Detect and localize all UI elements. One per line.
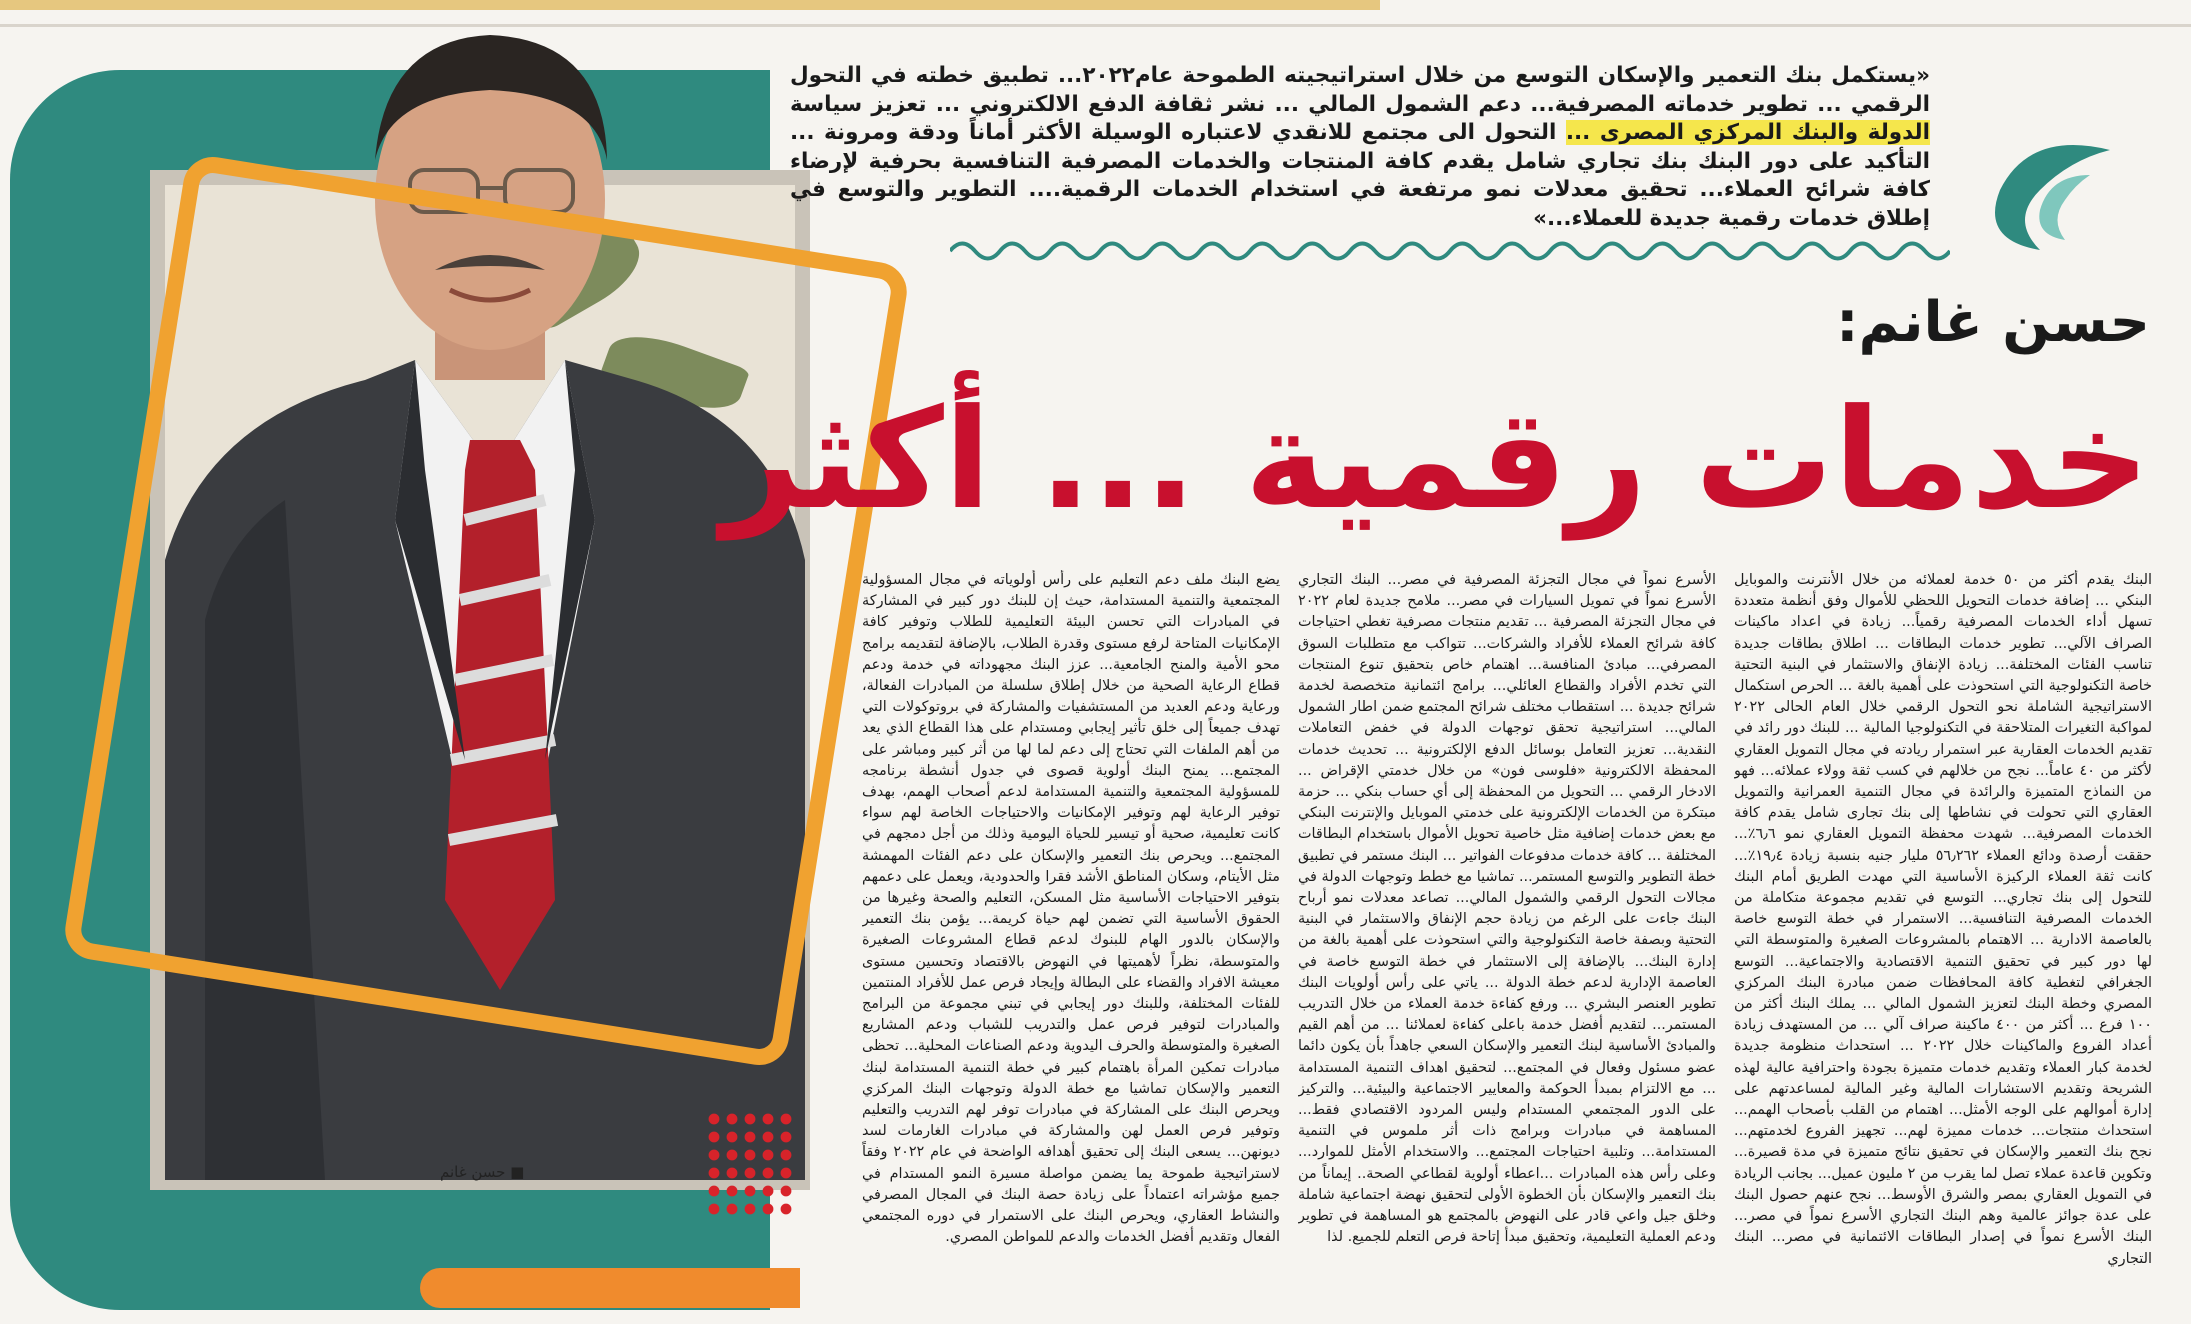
swirl-logo-icon bbox=[1970, 130, 2120, 260]
red-dots-pattern bbox=[705, 1110, 795, 1220]
body-column-middle bbox=[1298, 570, 1716, 1315]
intro-paragraph bbox=[790, 62, 1930, 233]
photo-caption: ■ حسن غانم bbox=[440, 1163, 525, 1181]
orange-decorative-frame bbox=[61, 153, 911, 1070]
article-body bbox=[862, 570, 2152, 1315]
body-column-left bbox=[862, 570, 1280, 1315]
intro-text-part-2: التحول الى مجتمع للانقدي لاعتباره الوسيلة الأكثر أماناً ودقة ومرونة ... التأكيد على دور البنك بنك تجاري شامل يقدم كافة المنتجات والخدمات المصرفية التنافسية بحرفية لإرضاء كافة شرائح العملاء... تحقيق معدلات نمو مرتفعة في استخدام الخدمات الرقمية.... التطوير والتوسع في إطلاق خدمات رقمية جديدة للعملاء...» bbox=[790, 120, 1930, 231]
body-column-right bbox=[1734, 570, 2152, 1315]
wave-divider bbox=[950, 236, 1950, 266]
column-text: الأسرع نمواً في مجال التجزئة المصرفية في مصر... البنك التجاري الأسرع نمواً في تمويل السيارات في مصر... ملامح جديدة لعام ٢٠٢٢ في مجال التجزئة المصرفية ... تقديم منتجات مصرفية تغطي احتياجات كافة شرائح العملاء للأفراد والشركات... تتواكب مع متطلبات السوق المصرفي... مبادئ المنافسة... اهتمام خاص بتحقيق تنوع المنتجات التي تخدم الأفراد والقطاع العائلي... برامج ائتمانية متخصصة لخدمة شرائح جديدة ... استقطاب مختلف شرائح المجتمع ضمن اطار الشمول المالي... استراتيجية تحقق توجهات الدولة في خفض التعاملات النقدية... تعزيز التعامل بوسائل الدفع الإلكترونية ... تحديث خدمات المحفظة الالكترونية «فلوسى فون» من خلال خدمتي الإقراض ... الادخار الرقمي ... التحويل من المحفظة إلى أي حساب بنكي ... حزمة مبتكرة من الخدمات الإلكترونية على خدمتي الموبايل والإنترنت البنكي مع بعض خدمات إضافية مثل خاصية تحويل الأموال باستخدام البطاقات المختلفة ... كافة خدمات مدفوعات الفواتير ... البنك مستمر في تطبيق خطة التطوير والتوسع المستمر... تماشيا مع خطط وتوجهات الدولة في مجالات التحول الرقمي والشمول المالي... تصاعد معدلات نمو أرباح البنك جاءت على الرغم من زيادة حجم الإنفاق والاستثمار في البنية التحتية وبصفة خاصة التكنولوجية والتي استحوذت على أهمية بالغة من إدارة البنك... بالإضافة إلى الاستثمار في خطة التوسع خاصة في العاصمة الإدارية لدعم خطة الدولة ... ياتي على رأس أولويات البنك تطوير العنصر البشري ... ورفع كفاءة خدمة العملاء من خلال التدريب المستمر... لتقديم أفضل خدمة باعلى كفاءة لعملائنا ... من أهم القيم والمبادئ الأساسية لبنك التعمير والإسكان السعي جاهداً بأن يكون دائما عضو مسئول وفعال في المجتمع... لتحقيق اهداف التنمية المستدامة ... مع الالتزام بمبدأ الحوكمة والمعايير الاجتماعية والبيئية... والتركيز على الدور المجتمعي المستدام وليس المردود الاقتصادي فقط... المساهمة في مبادرات وبرامج ذات أثر ملموس في التنمية المستدامة... وتلبية احتياجات المجتمع... والاستخدام الأمثل للموارد... وعلى رأس هذه المبادرات ...اعطاء أولوية لقطاعي الصحة.. إيماناً من بنك التعمير والإسكان بأن الخطوة الأولى لتحقيق نهضة اجتماعية شاملة وخلق جيل واعي قادر على النهوض بالمجتمع هو المساهمة في تطوير ودعم العملية التعليمية، وتحقيق مبدأ إتاحة فرص التعلم للجميع. لذا bbox=[1298, 572, 1716, 1246]
intro-text-part-1: «يستكمل بنك التعمير والإسكان التوسع من خلال استراتيجيته الطموحة عام٢٠٢٢... تطبيق خطته في التحول الرقمي ... تطوير خدماته المصرفية... دعم الشمول المالي ... نشر ثقافة الدفع الالكتروني ... تعزيز سياسة bbox=[790, 63, 1931, 117]
article-subheadline: حسن غانم: bbox=[1836, 290, 2150, 355]
article-headline: خدمات رقمية ... أكثر bbox=[721, 379, 2150, 540]
column-text: البنك يقدم أكثر من ٥٠ خدمة لعملائه من خلال الأنترنت والموبايل البنكي ... إضافة خدمات التحويل اللحظي للأموال وفق أنظمة متعددة تسهل أداء الخدمات المصرفية رقمياً... زيادة في اعداد ماكينات الصراف الآلي... تطوير خدمات البطاقات ... اطلاق بطاقات جديدة تناسب الفئات المختلفة... زيادة الإنفاق والاستثمار في البنية التحتية خاصة التكنولوجية التي استحوذت على أهمية بالغة ... الحرص استكمال الاستراتيجية الشاملة نحو التحول الرقمي خلال العام الحالى ٢٠٢٢ لمواكبة التغيرات المتلاحقة في التكنولوجيا المالية ... للبنك دور رائد في تقديم الخدمات العقارية عبر استمرار ريادته في مجال التمويل العقاري لأكثر من ٤٠ عاماً... نجح من خلالهم في كسب ثقة وولاء عملائه... فهو من النماذج المتميزة والرائدة في مجال التنمية العمرانية والتمويل العقاري التي تحولت في نشاطها إلى بنك تجارى شامل يقدم كافة الخدمات المصرفية... شهدت محفظة التمويل العقاري نمو ٦٫٦٪... حققت أرصدة ودائع العملاء ٥٦٫٢٦٢ مليار جنيه بنسبة زيادة ١٩٫٤٪... كانت ثقة العملاء الركيزة الأساسية التي مهدت الطريق أمام البنك للتحول إلى بنك تجاري... التوسع في تقديم مجموعة متكاملة من الخدمات المصرفية التنافسية... الاستمرار في خطة التوسع خاصة بالعاصمة الادارية ... الاهتمام بالمشروعات الصغيرة والمتوسطة التي لها دور كبير في تحقيق التنمية الاقتصادية والاجتماعية... التوسع الجغرافي لتغطية كافة المحافظات ضمن مبادرة البنك المركزي المصري وخطة البنك لتعزيز الشمول المالي ... يملك البنك أكثر من ١٠٠ فرع ... أكثر من ٤٠٠ ماكينة صراف آلي ... من المستهدف زيادة أعداد الفروع والماكينات خلال ٢٠٢٢ ... استحداث منظومة جديدة لخدمة كبار العملاء وتقديم خدمات متميزة بجودة واحترافية عالية لهذه الشريحة وتقديم الاستشارات المالية وغير المالية لمساعدتهم على إدارة أموالهم على الوجه الأمثل... اهتمام من القلب بأصحاب الهمم... استحداث منتجات... خدمات مميزة لهم... تجهيز الفروع لخدمتهم... نجح بنك التعمير والإسكان في تحقيق نتائج متميزة في مدة قصيرة... وتكوين قاعدة عملاء تصل لما يقرب من ٢ مليون عميل... بجانب الريادة في التمويل العقاري بمصر والشرق الأوسط... نجح عنهم حصول البنك على عدة جوائز عالمية وهم البنك التجاري الأسرع نمواً في مصر... البنك الأسرع نمواً في إصدار البطاقات الائتمانية في مصر... البنك التجاري bbox=[1734, 572, 2152, 1267]
orange-bottom-bar bbox=[420, 1268, 800, 1308]
intro-highlighted-text: الدولة والبنك المركزي المصرى ... bbox=[1565, 120, 1930, 145]
column-text: يضع البنك ملف دعم التعليم على رأس أولوياته في مجال المسؤولية المجتمعية والتنمية المستدامة، حيث إن للبنك دور كبير في المشاركة في المبادرات التي تحسن البيئة التعليمية للطلاب وتوفير كافة الإمكانيات المتاحة لرفع مستوى وقدرة الطلاب، بالإضافة لتقديمه برامج محو الأمية والمنح الجامعية... عزز البنك مجهوداته في خدمة ودعم قطاع الرعاية الصحية من خلال إطلاق سلسلة من المبادرات الفعالة، ورعاية ودعم العديد من المستشفيات والمشاركة في بروتوكولات التي تهدف جميعاً إلى خلق تأثير إيجابي ومستدام على هذا القطاع الذي يعد من أهم الملفات التي تحتاج إلى دعم لما لها من أثر كبير ومباشر على المجتمع... يمنح البنك أولوية قصوى في جدول أنشطة برنامجه للمسؤولية المجتمعية والتنمية المستدامة لدعم أصحاب الهمم، بهدف توفير الرعاية لهم وتوفير الإمكانيات والاحتياجات الخاصة لهم سواء كانت تعليمية، صحية أو تيسير للحياة اليومية وذلك من أجل دمجهم في المجتمع... ويحرص بنك التعمير والإسكان على دعم الفئات المهمشة مثل الأيتام، وسكان المناطق الأشد فقرا والحدودية، ويعمل على دعمهم بتوفير الاحتياجات الأساسية مثل المسكن، التعليم والصحة وغيرها من الحقوق الأساسية التي تضمن لهم حياة كريمة... يؤمن بنك التعمير والإسكان بالدور الهام للبنوك لدعم قطاع المشروعات الصغيرة والمتوسطة، نظراً لأهميتها في النهوض بالاقتصاد وتحسين مستوى معيشة الافراد والقضاء على البطالة وإيجاد فرص عمل للأفراد المنتمين للفئات المختلفة، وللبنك دور إيجابي في تبني مجموعة من البرامج والمبادرات لتوفير فرص عمل والتدريب للشباب ودعم المشاريع الصغيرة والمتوسطة والحرف اليدوية ودعم الصناعات المحلية... تحظى مبادرات تمكين المرأة باهتمام كبير في خطة التنمية المستدامة لبنك التعمير والإسكان تماشيا مع خطة الدولة وتوجهات البنك المركزي ويحرص البنك على المشاركة في مبادرات توفر لهم التدريب والتعليم وتوفير فرص العمل لهن والمشاركة في مبادرات الغارمات لسد ديونهن... يسعى البنك إلى تحقيق أهدافه الواضحة في عام ٢٠٢٢ وفقاً لاستراتيجية طموحة يما يضمن مواصلة مسيرة النمو المستدام في جميع مؤشراته اعتماداً على زيادة حصة البنك في المجال المصرفي والنشاط العقاري، ويحرص البنك على الاستمرار في دوره المجتمعي الفعال وتقديم أفضل الخدمات والدعم للمواطن المصري. bbox=[862, 572, 1280, 1246]
